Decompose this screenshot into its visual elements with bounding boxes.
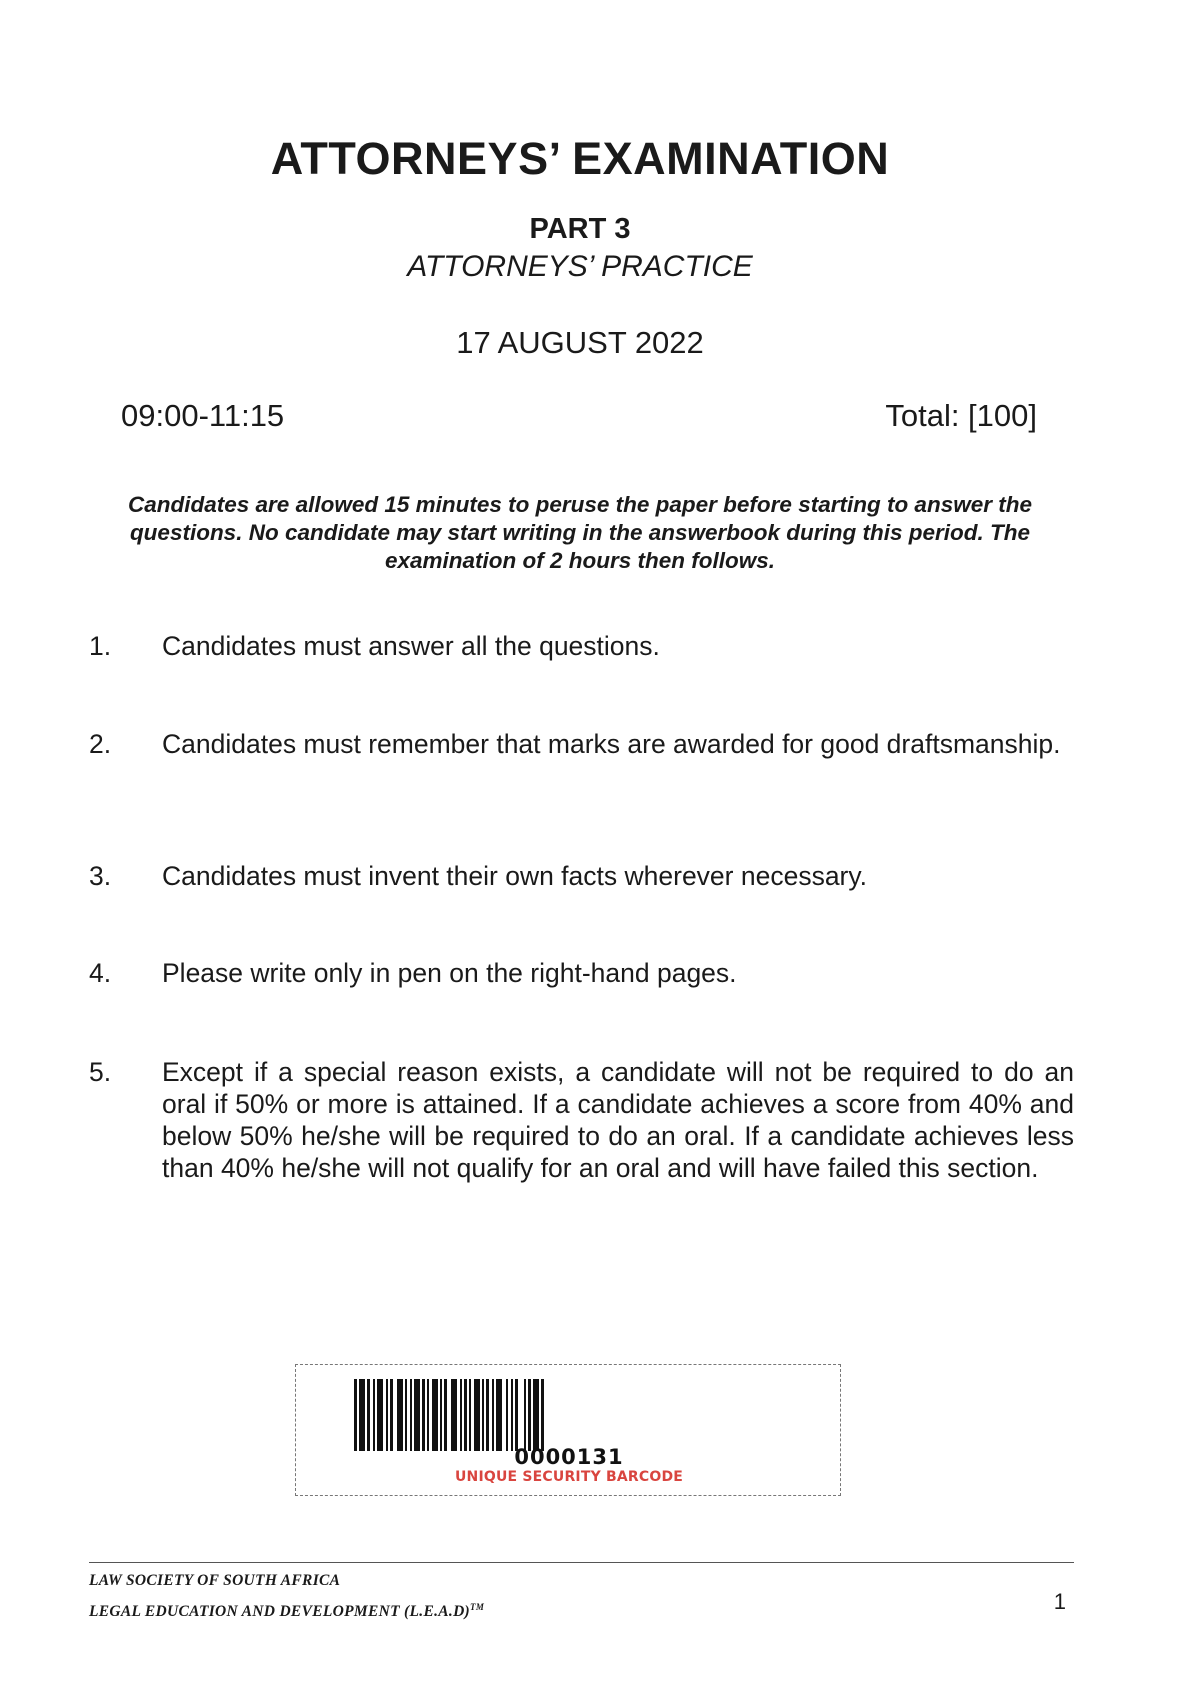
footer-line-1: LAW SOCIETY OF SOUTH AFRICA [89,1572,341,1589]
instruction-item [89,728,1074,760]
instruction-number: 5. [89,1057,112,1087]
instruction-number: 2. [89,729,112,759]
footer-organisation [89,1567,484,1625]
instruction-item [89,630,1074,662]
footer-divider [89,1562,1074,1563]
instruction-number: 4. [89,958,112,988]
trademark-mark: TM [470,1602,485,1612]
part-heading: PART 3 [529,213,631,245]
barcode-icon [354,1379,754,1451]
instruction-item [89,957,1074,989]
page-number: 1 [1053,1589,1066,1614]
exam-date: 17 AUGUST 2022 [456,325,704,360]
instruction-number: 1. [89,631,112,661]
instruction-text: Except if a special reason exists, a candidate will not be required to do an oral if 50% or more is attained. If a candidate achieves a score from 40% and below 50% he/she will be required to do an oral. If a candidate achieves less than 40% he/she will not qualify for an oral and will have failed this section. [162,1057,1074,1183]
footer-line-2 [89,1594,484,1625]
total-marks: Total: [100] [885,398,1037,433]
instruction-item [89,860,1074,892]
barcode-caption: UNIQUE SECURITY BARCODE [454,1469,684,1485]
instruction-number: 3. [89,861,112,891]
instruction-text: Candidates must remember that marks are awarded for good draftsmanship. [162,729,1061,759]
page-title: ATTORNEYS’ EXAMINATION [270,133,890,184]
subject-subtitle: ATTORNEYS’ PRACTICE [407,250,753,283]
instruction-text: Candidates must invent their own facts wherever necessary. [162,861,868,891]
perusal-notice: Candidates are allowed 15 minutes to peruse the paper before starting to answer the questions. No candidate may start writing in the answerbook during this period. The examination of 2 hours then follows. [128,492,1032,573]
instruction-text: Please write only in pen on the right-hand pages. [162,958,737,988]
barcode-number: 0000131 [514,1445,624,1469]
exam-time: 09:00-11:15 [121,398,285,433]
instruction-text: Candidates must answer all the questions. [162,631,660,661]
instruction-item [89,1056,1074,1184]
footer-line-2-text: LEGAL EDUCATION AND DEVELOPMENT (L.E.A.D) [89,1603,471,1621]
security-barcode-label [295,1364,841,1496]
